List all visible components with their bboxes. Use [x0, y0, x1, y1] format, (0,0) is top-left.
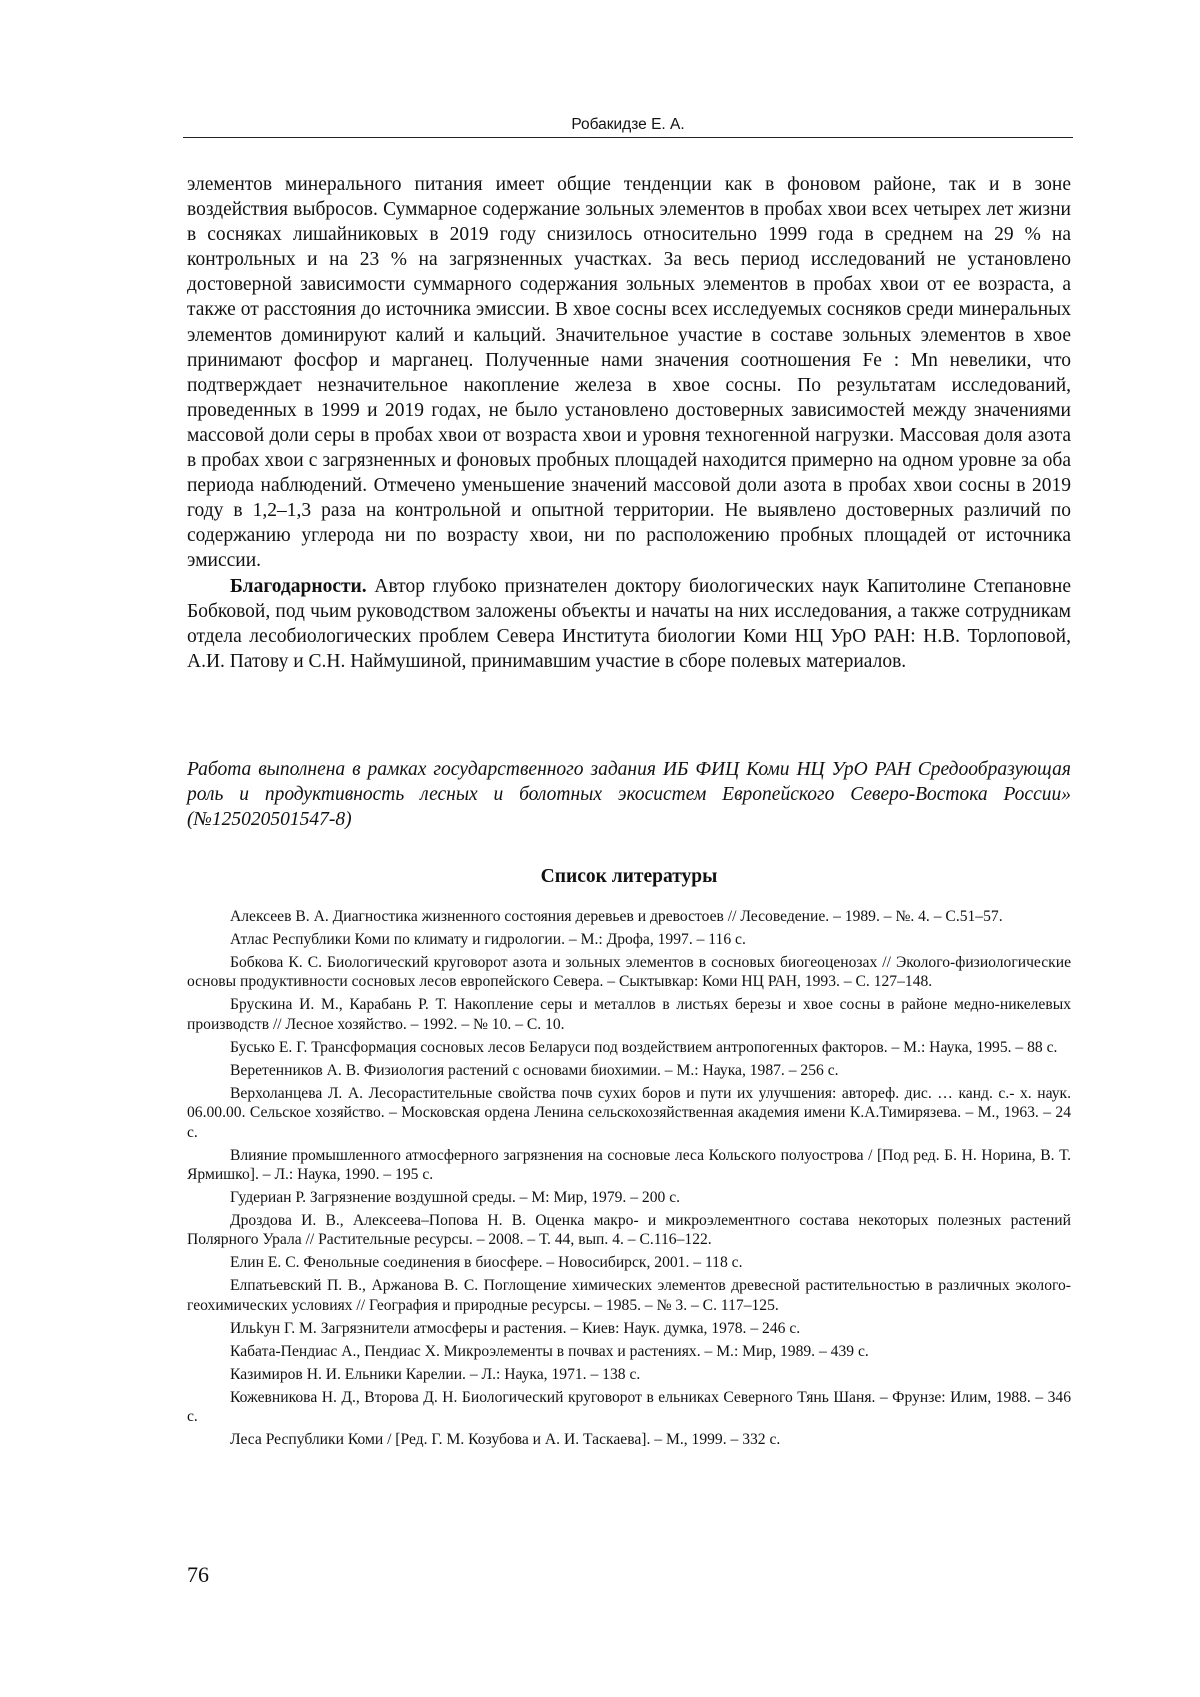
acknowledgements-paragraph	[187, 574, 1071, 674]
funding-note: Работа выполнена в рамках государственного задания ИБ ФИЦ Коми НЦ УрО РАН Средообразующая роль и продуктивность лесных и болотных экосистем Европейского Северо-Востока России» (№125020501547-8)	[187, 759, 1071, 831]
reference-item: Атлас Республики Коми по климату и гидрологии. – М.: Дрофа, 1997. – 116 с.	[230, 931, 746, 948]
reference-item: Бусько Е. Г. Трансформация сосновых лесов Беларуси под воздействием антропогенных факторов. – М.: Наука, 1995. – 88 с.	[230, 1038, 1058, 1056]
reference-item: Леса Республики Коми / [Ред. Г. М. Козубова и А. И. Таскаева]. – М., 1999. – 332 с.	[230, 1431, 781, 1449]
reference-item: Казимиров Н. И. Ельники Карелии. – Л.: Наука, 1971. – 138 с.	[230, 1365, 641, 1383]
reference-item: Елпатьевский П. В., Аржанова В. С. Поглощение химических элементов древесной растительностью в различных эколого-геохимических условиях // География и природные ресурсы. – 1985. – № 3. – С. 117–125.	[187, 1277, 1071, 1314]
reference-item: Алексеев В. А. Диагностика жизненного состояния деревьев и древостоев // Лесоведение. – 1989. – №. 4. – С.51–57.	[230, 908, 1003, 925]
acknowledgements-text: Автор глубоко признателен доктору биологических наук Капитолине Степановне Бобковой, под чьим руководством заложены объекты и начаты на них исследования, а также сотрудникам отдела лесобиологических проблем Севера Института биологии Коми НЦ УрО РАН: Н.В. Торлоповой, А.И. Патову и С.Н. Наймушиной, принимавшим участие в сборе полевых материалов.	[187, 575, 1071, 672]
references-list	[187, 907, 1071, 1453]
reference-item: Влияние промышленного атмосферного загрязнения на сосновые леса Кольского полуострова / [Под ред. Б. Н. Норина, В. Т. Ярмишко]. – Л.: Наука, 1990. – 195 с.	[187, 1146, 1071, 1184]
references-heading: Список литературы	[540, 866, 718, 887]
reference-item: Кабата-Пендиас А., Пендиас Х. Микроэлементы в почвах и растениях. – М.: Мир, 1989. – 439 с.	[230, 1342, 869, 1360]
reference-item: Веретенников А. В. Физиология растений с основами биохимии. – М.: Наука, 1987. – 256 с.	[230, 1061, 839, 1079]
reference-item: Гудериан Р. Загрязнение воздушной среды. – М: Мир, 1979. – 200 с.	[230, 1189, 681, 1207]
reference-item: Ильkун Г. М. Загрязнители атмосферы и растения. – Киев: Наук. думка, 1978. – 246 с.	[230, 1319, 801, 1337]
reference-item: Дроздова И. В., Алексеева–Попова Н. В. Оценка макро- и микроэлементного состава некоторых полезных растений Полярного Урала // Растительные ресурсы. – 2008. – Т. 44, вып. 4. – С.116–122.	[187, 1212, 1071, 1249]
paragraph-main: элементов минерального питания имеет общие тенденции как в фоновом районе, так и в зоне воздействия выбросов. Суммарное содержание зольных элементов в пробах хвои всех четырех лет жизни в сосняках лишайниковых в 2019 году снизилось относительно 1999 года в среднем на 29 % на контрольных и на 23 % на загрязненных участках. За весь период исследований не установлено достоверной зависимости суммарного содержания зольных элементов в пробах хвои от ее возраста, а также от расстояния до источника эмиссии. В хвое сосны всех исследуемых сосняков среди минеральных элементов доминируют калий и кальций. Значительное участие в составе зольных элементов в хвое принимают фосфор и марганец. Полученные нами значения соотношения Fe : Mn невелики, что подтверждает незначительное накопление железа в хвое сосны. По результатам исследований, проведенных в 1999 и 2019 годах, не было установлено достоверных зависимостей между значениями массовой доли серы в пробах хвои от возраста хвои и уровня техногенной нагрузки. Массовая доля азота в пробах хвои с загрязненных и фоновых пробных площадей находится примерно на одном уровне за оба периода наблюдений. Отмечено уменьшение значений массовой доли азота в пробах хвои сосны в 2019 году в 1,2–1,3 раза на контрольной и опытной территории. Не выявлено достоверных различий по содержанию углерода ни по возрасту хвои, ни по расположению пробных площадей от источника эмиссии.	[187, 174, 1071, 572]
acknowledgements-label: Благодарности.	[230, 575, 367, 597]
running-header: Робакидзе Е. А.	[183, 116, 1073, 138]
reference-item: Брускина И. М., Карабань Р. Т. Накопление серы и металлов в листьях березы и хвое сосны в районе медно-никелевых производств // Лесное хозяйство. – 1992. – № 10. – С. 10.	[187, 996, 1071, 1033]
page-number: 76	[187, 1562, 209, 1587]
reference-item: Елин Е. С. Фенольные соединения в биосфере. – Новосибирск, 2001. – 118 с.	[230, 1254, 743, 1272]
body-text	[187, 172, 1071, 674]
reference-item: Верхоланцева Л. А. Лесорастительные свойства почв сухих боров и пути их улучшения: автореф. дис. … канд. с.- х. наук. 06.00.00. Сельское хозяйство. – Московская ордена Ленина сельскохозяйственная академия имени К.А.Тимирязева. – М., 1963. – 24 с.	[187, 1084, 1071, 1141]
reference-item: Бобкова К. С. Биологический круговорот азота и зольных элементов в сосновых биогеоценозах // Эколого-физиологические основы продуктивности сосновых лесов европейского Севера. – Сыктывкар: Коми НЦ РАН, 1993. – С. 127–148.	[187, 954, 1071, 991]
reference-item: Кожевникова Н. Д., Второва Д. Н. Биологический круговорот в ельниках Северного Тянь Шаня. – Фрунзе: Илим, 1988. – 346 с.	[187, 1388, 1071, 1426]
